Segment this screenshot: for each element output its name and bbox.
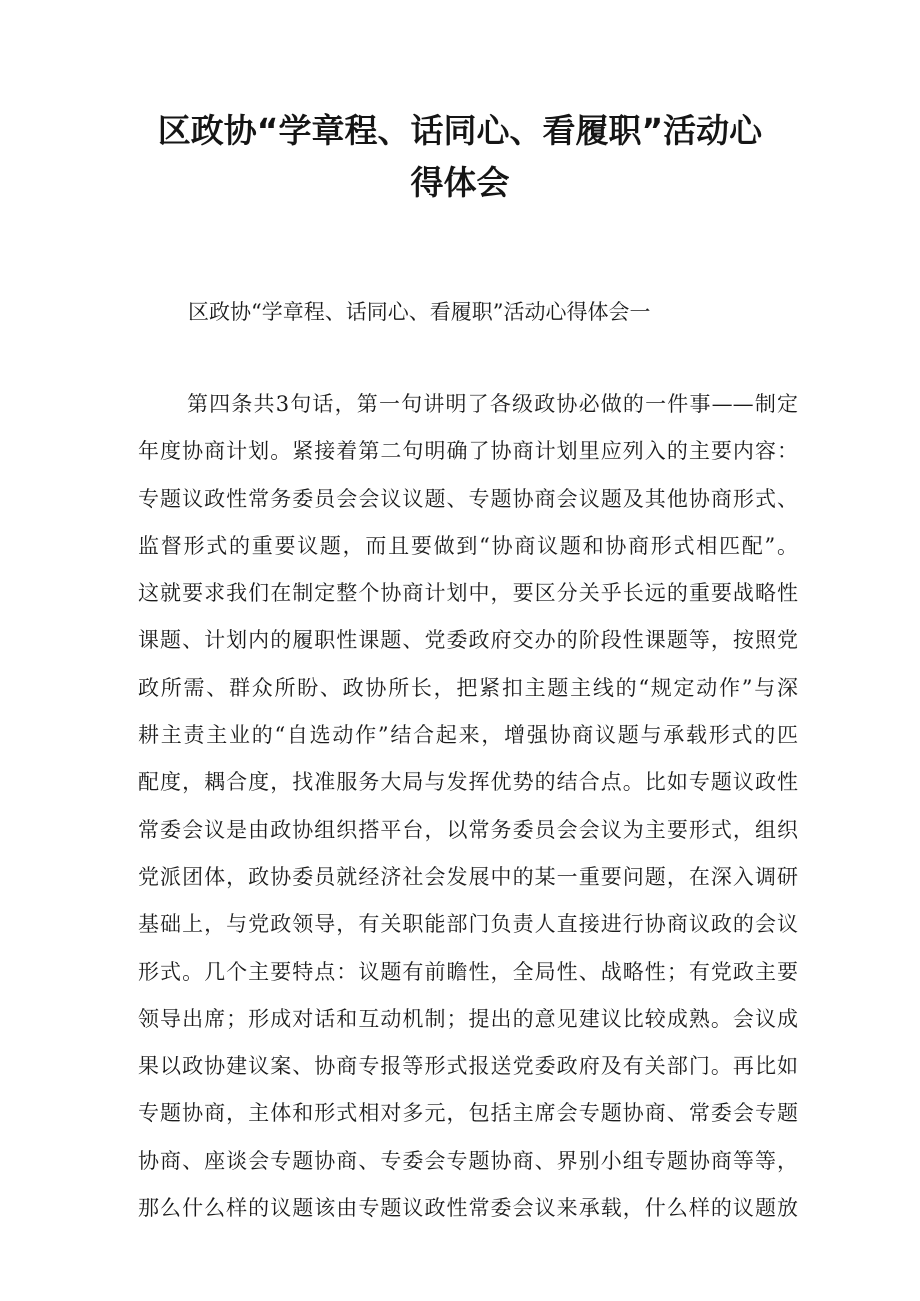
paragraph-line: 这就要求我们在制定整个协商计划中，要区分关乎长远的重要战略性	[138, 581, 798, 606]
paragraph-line: 课题、计划内的履职性课题、党委政府交办的阶段性课题等，按照党	[138, 628, 798, 653]
paragraph-line: 领导出席；形成对话和互动机制；提出的意见建议比较成熟。会议成	[138, 1006, 798, 1031]
paragraph-line: 政所需、群众所盼、政协所长，把紧扣主题主线的“规定动作”与深	[138, 675, 798, 700]
paragraph-line: 年度协商计划。紧接着第二句明确了协商计划里应列入的主要内容：	[138, 439, 798, 464]
paragraph-line: 专题协商，主体和形式相对多元，包括主席会专题协商、常委会专题	[138, 1101, 798, 1126]
paragraph-line: 第四条共3句话，第一句讲明了各级政协必做的一件事——制定	[187, 392, 798, 416]
paragraph-line: 协商、座谈会专题协商、专委会专题协商、界别小组专题协商等等，	[138, 1148, 798, 1173]
paragraph-line: 基础上，与党政领导，有关职能部门负责人直接进行协商议政的会议	[138, 912, 798, 937]
paragraph-line: 耕主责主业的“自选动作”结合起来，增强协商议题与承载形式的匹	[138, 723, 798, 748]
paragraph-line: 配度，耦合度，找准服务大局与发挥优势的结合点。比如专题议政性	[138, 770, 798, 795]
paragraph-line: 常委会议是由政协组织搭平台，以常务委员会会议为主要形式，组织	[138, 817, 798, 842]
document-title-line-2: 得体会	[410, 163, 510, 202]
paragraph-line: 监督形式的重要议题，而且要做到“协商议题和协商形式相匹配”。	[138, 533, 798, 558]
paragraph-line: 形式。几个主要特点：议题有前瞻性，全局性、战略性；有党政主要	[138, 959, 798, 984]
body-paragraph	[138, 381, 798, 1232]
paragraph-line: 果以政协建议案、协商专报等形式报送党委政府及有关部门。再比如	[138, 1054, 798, 1079]
section-subtitle: 区政协“学章程、话同心、看履职”活动心得体会一	[188, 300, 651, 324]
paragraph-line: 专题议政性常务委员会会议议题、专题协商会议题及其他协商形式、	[138, 486, 798, 511]
paragraph-line: 党派团体，政协委员就经济社会发展中的某一重要问题，在深入调研	[138, 864, 798, 889]
paragraph-line: 那么什么样的议题该由专题议政性常委会议来承载，什么样的议题放	[138, 1196, 798, 1221]
document-title-line-1: 区政协“学章程、话同心、看履职”活动心	[157, 111, 763, 150]
